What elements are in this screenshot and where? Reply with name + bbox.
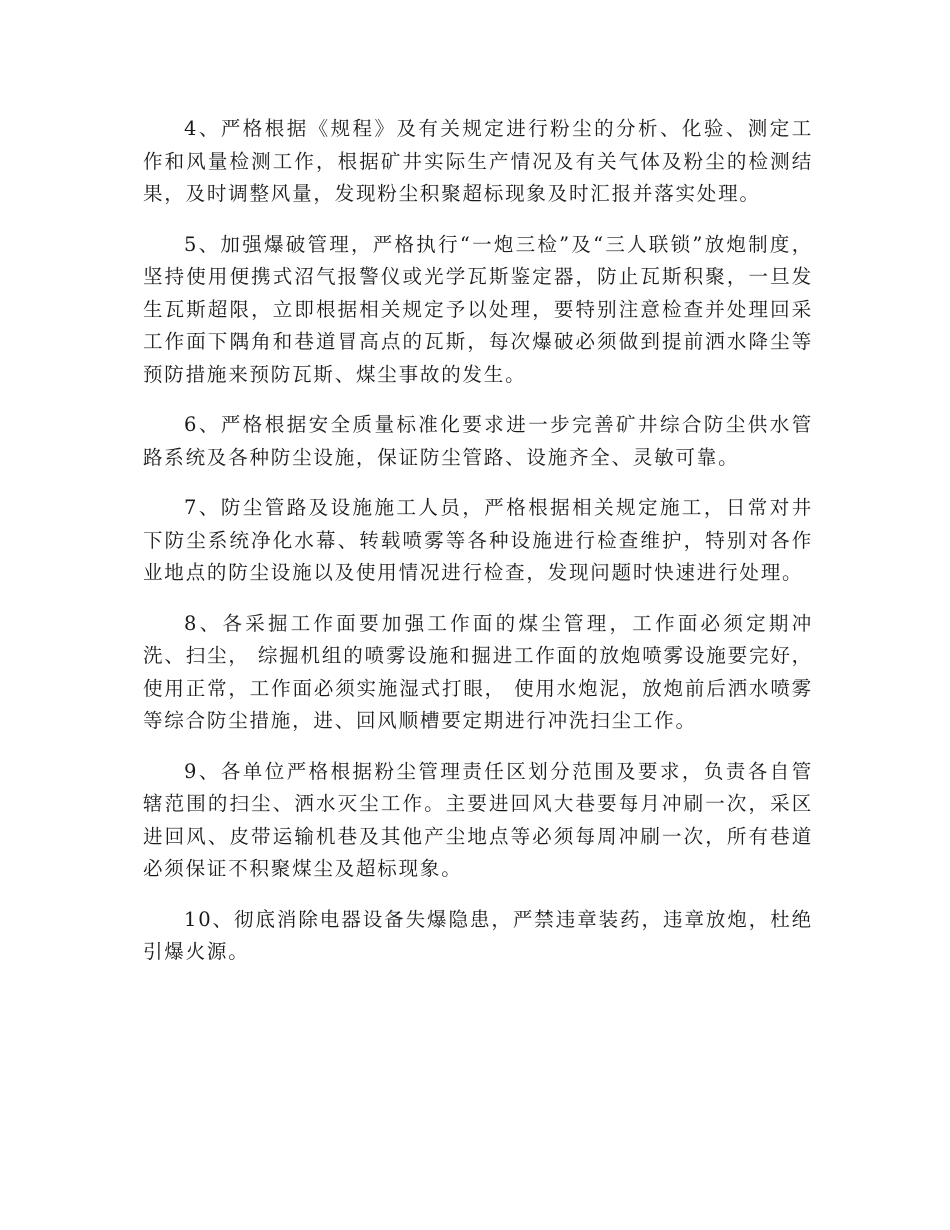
paragraph-item-9: 9、各单位严格根据粉尘管理责任区划分范围及要求，负责各自管辖范围的扫尘、洒水灭尘工作。主要进回风大巷要每月冲刷一次，采区进回风、皮带运输机巷及其他产尘地点等必须每周冲刷一次，所有巷道必须保证不积聚煤尘及超标现象。 bbox=[143, 759, 813, 880]
paragraph-item-8: 8、各采掘工作面要加强工作面的煤尘管理，工作面必须定期冲洗、扫尘， 综掘机组的喷雾设施和掘进工作面的放炮喷雾设施要完好，使用正常，工作面必须实施湿式打眼， 使用水炮泥，放炮前后洒水喷雾等综合防尘措施，进、回风顺槽要定期进行冲洗扫尘工作。 bbox=[143, 611, 813, 732]
paragraph-item-5: 5、加强爆破管理，严格执行“一炮三检”及“三人联锁”放炮制度，坚持使用便携式沼气报警仪或光学瓦斯鉴定器，防止瓦斯积聚，一旦发生瓦斯超限，立即根据相关规定予以处理，要特别注意检查并处理回采工作面下隅角和巷道冒高点的瓦斯，每次爆破必须做到提前洒水降尘等预防措施来预防瓦斯、煤尘事故的发生。 bbox=[143, 232, 813, 386]
paragraph-item-4: 4、严格根据《规程》及有关规定进行粉尘的分析、化验、测定工作和风量检测工作，根据矿井实际生产情况及有关气体及粉尘的检测结果，及时调整风量，发现粉尘积聚超标现象及时汇报并落实处理。 bbox=[143, 117, 813, 205]
paragraph-item-7: 7、防尘管路及设施施工人员，严格根据相关规定施工，日常对井下防尘系统净化水幕、转载喷雾等各种设施进行检查维护，特别对各作业地点的防尘设施以及使用情况进行检查，发现问题时快速进行处理。 bbox=[143, 496, 813, 584]
paragraph-item-6: 6、严格根据安全质量标准化要求进一步完善矿井综合防尘供水管路系统及各种防尘设施，保证防尘管路、设施齐全、灵敏可靠。 bbox=[143, 413, 813, 469]
paragraph-item-10: 10、彻底消除电器设备失爆隐患，严禁违章装药，违章放炮，杜绝引爆火源。 bbox=[143, 907, 813, 963]
document-body bbox=[143, 113, 813, 987]
